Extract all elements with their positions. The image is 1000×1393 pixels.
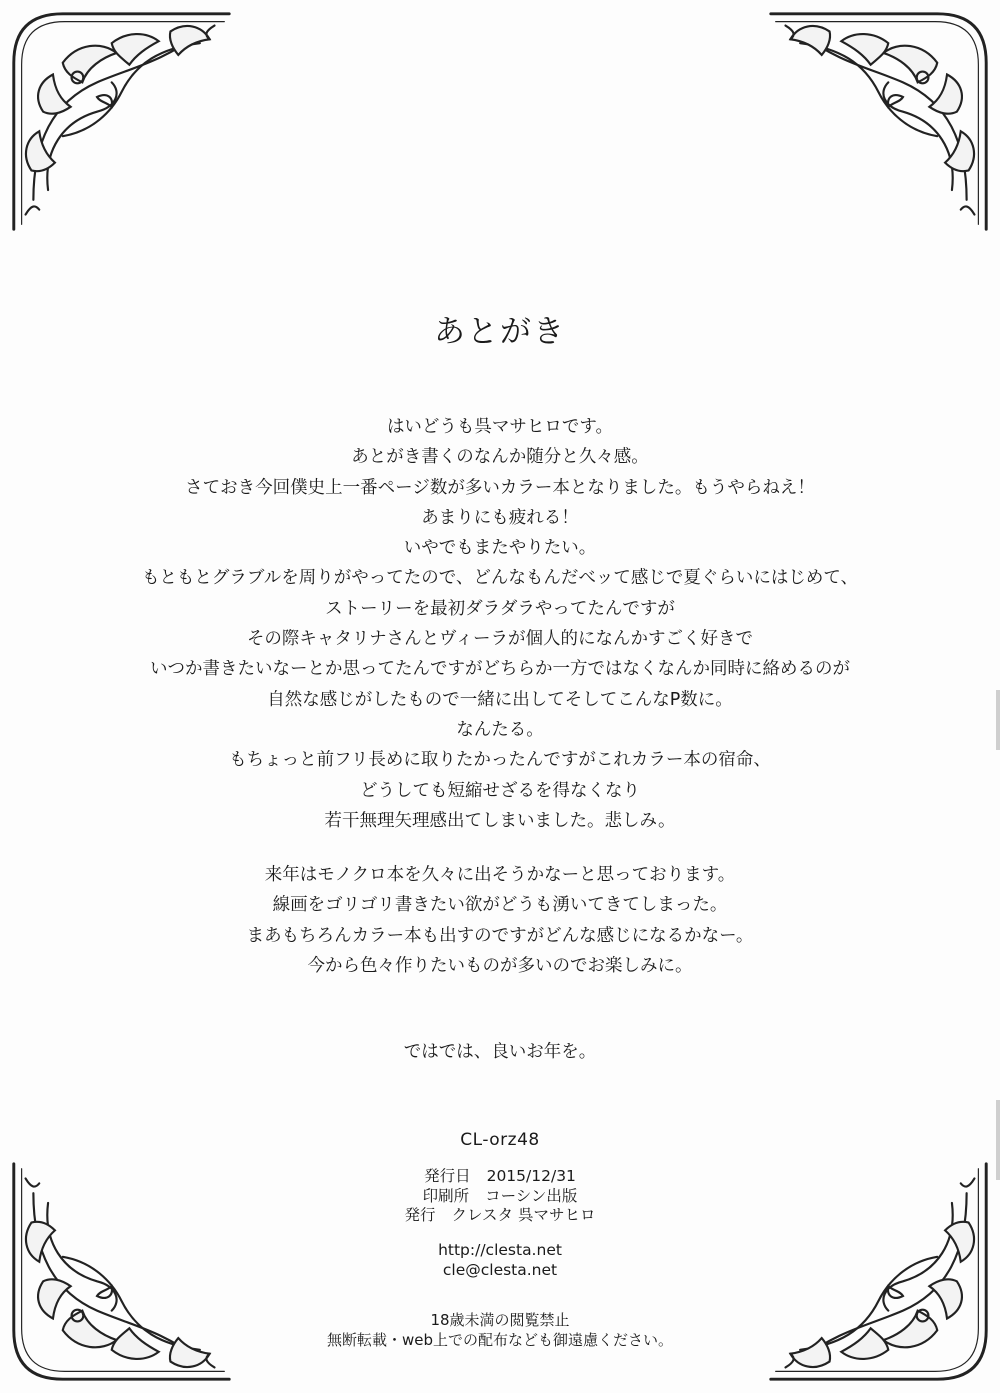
text-line: 来年はモノクロ本を久々に出そうかなーと思っております。 bbox=[264, 865, 736, 886]
publisher-value: クレスタ 呉マサヒロ bbox=[451, 1206, 596, 1224]
ornament-flourish-icon bbox=[761, 4, 996, 239]
text-line: 若干無理矢理感出てしまいました。悲しみ。 bbox=[324, 810, 676, 831]
website-url: http://clesta.net bbox=[438, 1241, 562, 1259]
publisher-label: 発行 bbox=[404, 1206, 436, 1224]
corner-ornament-top-left bbox=[4, 4, 239, 239]
ornament-flourish-icon bbox=[4, 4, 239, 239]
text-line: その際キャタリナさんとヴィーラが個人的になんかすごく好きで bbox=[246, 629, 754, 650]
text-line: さておき今回僕史上一番ページ数が多いカラー本となりました。もうやらねえ！ bbox=[185, 477, 815, 498]
text-line: まあもちろんカラー本も出すのですがどんな感じになるかなー。 bbox=[246, 925, 754, 946]
printer-row bbox=[0, 1187, 1000, 1207]
printer-label: 印刷所 bbox=[422, 1186, 470, 1205]
text-line: はいどうも呉マサヒロです。 bbox=[386, 417, 614, 437]
text-line: もともとグラブルを周りがやってたので、どんなもんだべッて感じで夏ぐらいにはじめて、 bbox=[141, 568, 859, 589]
text-line: 自然な感じがしたもので一緒に出してそしてこんなP数に。 bbox=[267, 689, 733, 710]
contact-email: cle@clesta.net bbox=[442, 1260, 558, 1279]
publish-date-value: 2015/12/31 bbox=[486, 1167, 576, 1185]
text-line: あまりにも疲れる！ bbox=[421, 507, 579, 528]
publish-date-row bbox=[0, 1167, 1000, 1187]
scan-edge-mark bbox=[996, 690, 1000, 750]
redistribution-notice: 無断転載・web上での配布なども御遠慮ください。 bbox=[326, 1330, 674, 1349]
text-line: ストーリーを最初ダラダラやってたんですが bbox=[325, 598, 675, 619]
paragraph-gap bbox=[100, 836, 900, 860]
paragraph-2 bbox=[100, 860, 900, 981]
corner-ornament-top-right bbox=[761, 4, 996, 239]
text-line: もちょっと前フリ長めに取りたかったんですがこれカラー本の宿命、 bbox=[229, 750, 771, 771]
publication-info bbox=[0, 1167, 1000, 1226]
paragraph-1 bbox=[100, 412, 900, 836]
page-title: あとがき bbox=[434, 314, 566, 350]
paragraph-gap bbox=[100, 981, 900, 1037]
text-line: いやでもまたやりたい。 bbox=[403, 538, 597, 559]
text-line: あとがき書くのなんか随分と久々感。 bbox=[351, 447, 649, 468]
closing-line: ではでは、良いお年を。 bbox=[403, 1042, 597, 1063]
afterword-body bbox=[100, 412, 900, 1068]
text-line: 線画をゴリゴリ書きたい欲がどうも湧いてきてしまった。 bbox=[272, 895, 728, 916]
legal-notice bbox=[0, 1311, 1000, 1350]
text-line: なんたる。 bbox=[456, 719, 544, 740]
text-line: いつか書きたいなーとか思ってたんですがどちらか一方ではなくなんか同時に絡めるのが bbox=[150, 659, 850, 680]
text-line: 今から色々作りたいものが多いのでお楽しみに。 bbox=[307, 956, 693, 977]
printer-value: コーシン出版 bbox=[485, 1186, 578, 1205]
publisher-row bbox=[0, 1206, 1000, 1226]
age-restriction-notice: 18歳未満の閲覧禁止 bbox=[430, 1311, 570, 1329]
publish-date-label: 発行日 bbox=[424, 1167, 471, 1185]
catalog-code: CL-orz48 bbox=[460, 1130, 540, 1150]
contact-links bbox=[0, 1241, 1000, 1280]
text-line: どうしても短縮せざるを得なくなり bbox=[360, 780, 640, 801]
